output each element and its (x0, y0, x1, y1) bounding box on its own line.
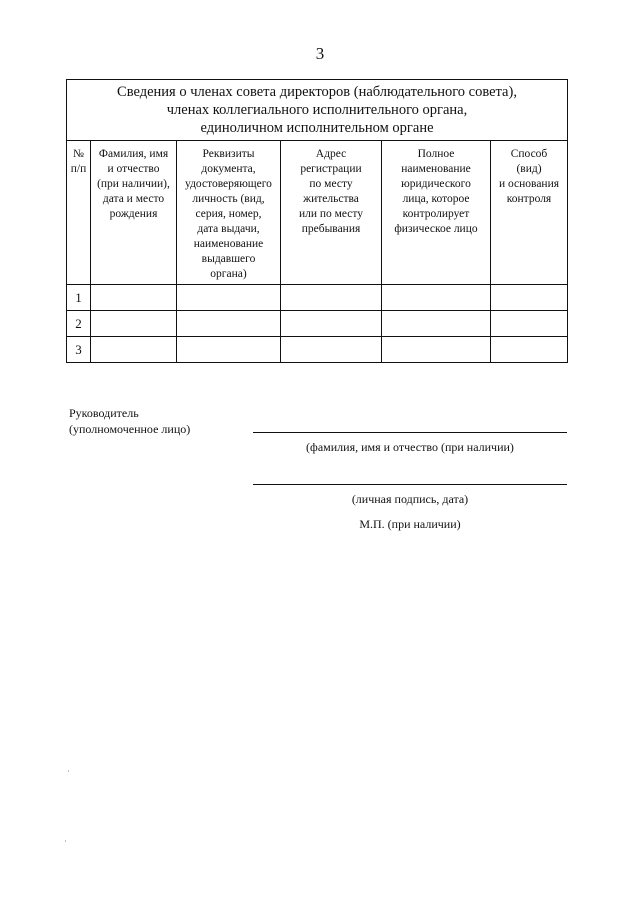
column-header-number (67, 141, 91, 285)
empty-cell[interactable] (177, 285, 281, 311)
empty-cell[interactable] (491, 311, 568, 337)
empty-cell[interactable] (177, 337, 281, 363)
head-label-line: Руководитель (69, 406, 139, 420)
header-line: Полное (417, 148, 455, 160)
header-line: и основания (498, 178, 560, 190)
header-line: рождения (109, 208, 158, 220)
name-caption: (фамилия, имя и отчество (при наличии) (306, 440, 514, 454)
empty-cell[interactable] (281, 337, 382, 363)
head-label (69, 405, 190, 437)
empty-cell[interactable] (91, 285, 177, 311)
header-line: личность (вид, (192, 193, 265, 205)
header-line: Фамилия, имя (98, 148, 169, 160)
empty-cell[interactable] (382, 311, 491, 337)
empty-cell[interactable] (382, 285, 491, 311)
empty-cell[interactable] (491, 285, 568, 311)
name-signature-line[interactable] (253, 432, 567, 433)
header-line: Адрес (315, 148, 347, 160)
header-line: по месту (309, 178, 353, 190)
header-line: жительства (303, 193, 359, 205)
head-label-line: (уполномоченное лицо) (69, 422, 191, 436)
table-title-line: членах коллегиального исполнительного органа, (166, 102, 468, 118)
column-header-address (281, 141, 382, 285)
table-title-line: Сведения о членах совета директоров (наблюдательного совета), (117, 84, 517, 100)
empty-cell[interactable] (91, 337, 177, 363)
row-number-cell: 1 (67, 285, 91, 311)
empty-cell[interactable] (491, 337, 568, 363)
scan-speck (68, 770, 69, 772)
column-header-control-method (491, 141, 568, 285)
header-line: контролирует (402, 208, 470, 220)
header-line: физическое лицо (394, 223, 478, 235)
signature-caption: (личная подпись, дата) (351, 492, 469, 506)
header-line: и отчество (107, 163, 160, 175)
header-line: дата выдачи, (197, 223, 260, 235)
empty-cell[interactable] (177, 311, 281, 337)
page-number: 3 (315, 44, 325, 63)
scan-speck (65, 840, 66, 842)
table-header-row (67, 141, 568, 285)
header-line: удостоверяющего (185, 178, 272, 190)
header-line: серия, номер, (195, 208, 262, 220)
header-line: контроля (506, 193, 552, 205)
table-row (67, 311, 568, 337)
column-header-id-document (177, 141, 281, 285)
table-row (67, 285, 568, 311)
header-line: или по месту (298, 208, 364, 220)
header-line: документа, (201, 163, 256, 175)
header-line: органа) (210, 268, 247, 280)
header-line: пребывания (301, 223, 361, 235)
personal-signature-line[interactable] (253, 484, 567, 485)
empty-cell[interactable] (281, 285, 382, 311)
header-line: наименование (193, 238, 264, 250)
row-number-cell: 2 (67, 311, 91, 337)
header-line: регистрации (300, 163, 362, 175)
header-line: юридического (401, 178, 471, 190)
header-line: Способ (510, 148, 548, 160)
table-title-line: единоличном исполнительном органе (200, 120, 434, 136)
header-line: наименование (401, 163, 471, 175)
table-row (67, 337, 568, 363)
stamp-label: М.П. (при наличии) (359, 517, 461, 531)
header-line: лица, которое (402, 193, 470, 205)
header-line: дата и место (102, 193, 165, 205)
header-line: (при наличии), (97, 178, 170, 190)
empty-cell[interactable] (382, 337, 491, 363)
header-line: № (73, 148, 84, 160)
header-line: Реквизиты (202, 148, 255, 160)
table-title (67, 80, 568, 141)
column-header-full-name (91, 141, 177, 285)
row-number-cell: 3 (67, 337, 91, 363)
header-line: выдавшего (201, 253, 256, 265)
header-line: (вид) (516, 163, 542, 175)
column-header-legal-entity (382, 141, 491, 285)
empty-cell[interactable] (281, 311, 382, 337)
members-table (66, 79, 568, 363)
empty-cell[interactable] (91, 311, 177, 337)
header-line: п/п (70, 163, 87, 175)
